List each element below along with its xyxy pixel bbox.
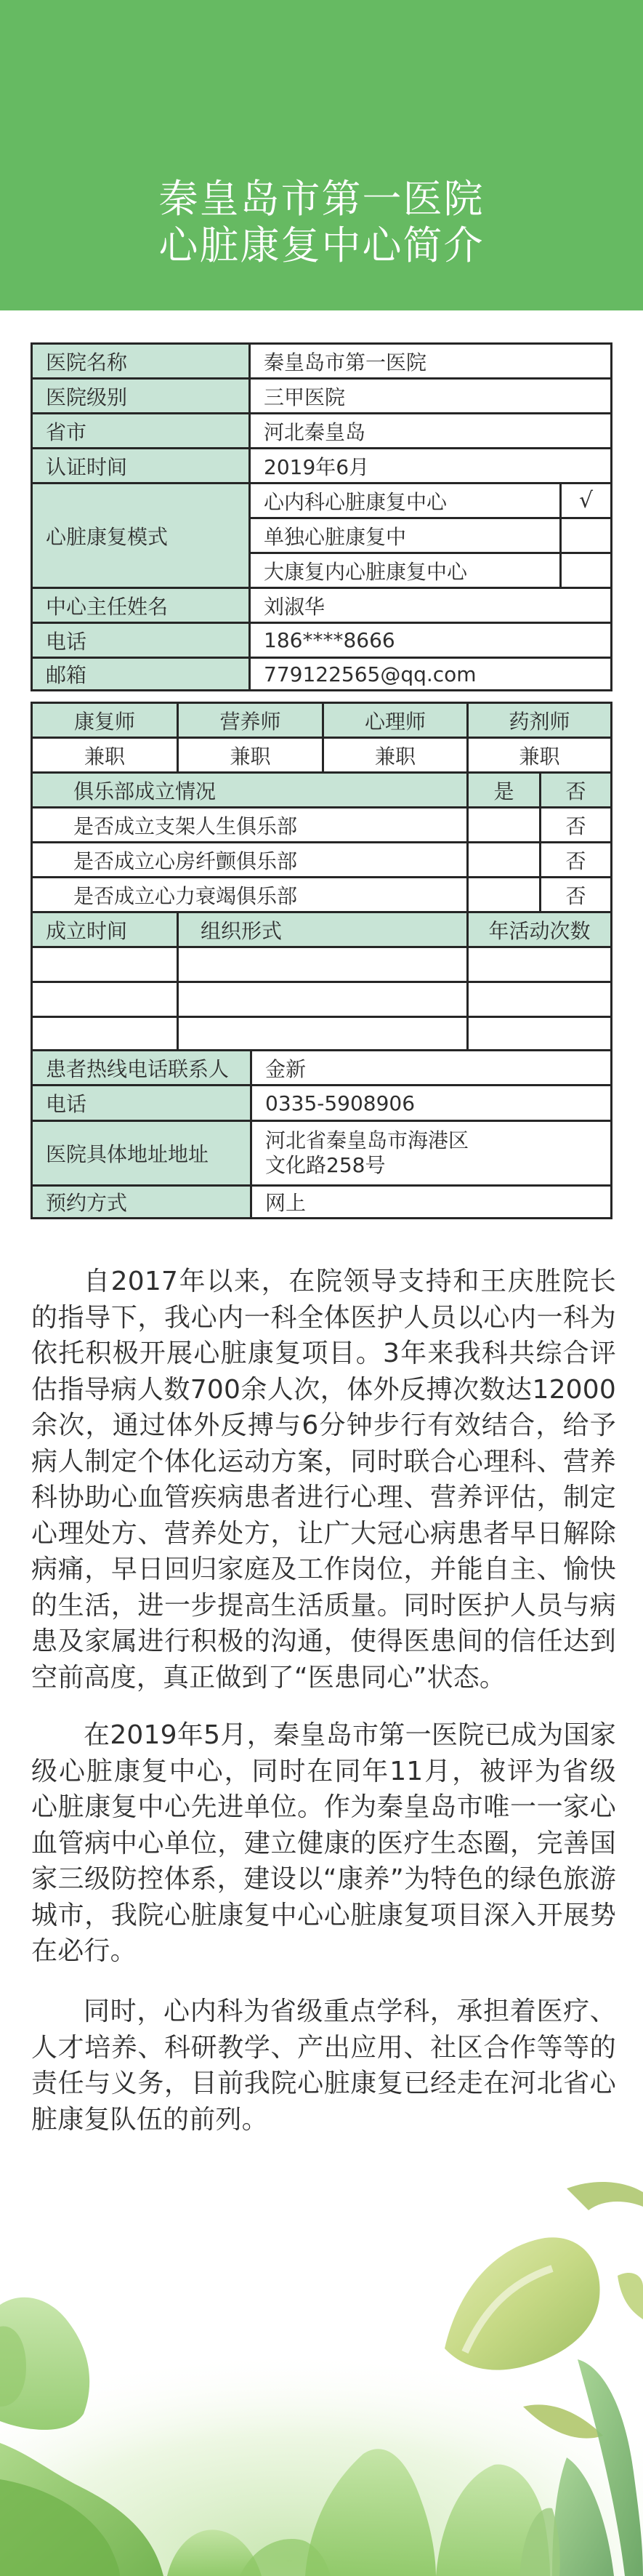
- activity-row-3-form: [179, 1018, 469, 1051]
- mode-option-cardiology: 心内科心脏康复中心: [251, 484, 562, 519]
- intro-paragraph-3: 同时，心内科为省级重点学科，承担着医疗、人才培养、科研教学、产出应用、社区合作等等的责任与义务，目前我院心脏康复已经走在河北省心脏康复队伍的前列。: [31, 1997, 616, 2135]
- activity-row-2-form: [179, 983, 469, 1018]
- activity-row-3-count: [469, 1018, 610, 1051]
- label-hospital-address: 医院具体地址地址: [33, 1122, 252, 1187]
- label-appointment-method: 预约方式: [33, 1187, 252, 1217]
- club-af-no: 否: [541, 843, 610, 878]
- club-stent-label: 是否成立支架人生俱乐部: [33, 808, 469, 843]
- watercolor-leaves-illustration: [0, 2167, 643, 2576]
- mode-option-standalone: 单独心脏康复中: [251, 519, 562, 554]
- role-header-psychologist: 心理师: [324, 704, 469, 739]
- intro-paragraph-1: 自2017年以来，在院领导支持和王庆胜院长的指导下，我心内一科全体医护人员以心内一科为依托积极开展心脏康复项目。3年来我科共综合评估指导病人数700余人次，体外反搏次数达12000余次，通过体外反搏与6分钟步行有效结合，给予病人制定个体化运动方案，同时联合心理科、营养科协助心血管疾病患者进行心理、营养评估，制定心理处方、营养处方，让广大冠心病患者早日解除病痛，早日回归家庭及工作岗位，并能自主、愉快的生活，进一步提高生活质量。同时医护人员与病患及家属进行积极的沟通，使得医患间的信任达到空前高度，真正做到了“医患同心”状态。: [31, 1267, 616, 1693]
- role-status-rehab-therapist: 兼职: [33, 739, 179, 774]
- role-header-pharmacist: 药剂师: [469, 704, 610, 739]
- activity-header-form: 组织形式: [179, 913, 469, 948]
- mode-check-general-rehab: [562, 554, 610, 589]
- value-hotline-contact: 金新: [252, 1051, 610, 1086]
- role-status-pharmacist: 兼职: [469, 739, 610, 774]
- value-email: 779122565@qq.com: [251, 659, 610, 689]
- label-hospital-name: 医院名称: [33, 345, 251, 380]
- header-banner: [0, 0, 643, 310]
- value-director-phone: 186****8666: [251, 624, 610, 659]
- club-hf-yes: [469, 878, 541, 913]
- role-header-nutritionist: 营养师: [179, 704, 324, 739]
- club-header-label: 俱乐部成立情况: [33, 774, 469, 808]
- mode-check-standalone: [562, 519, 610, 554]
- address-line-2: 文化路258号: [265, 1153, 386, 1177]
- value-hospital-level: 三甲医院: [251, 380, 610, 414]
- role-header-rehab-therapist: 康复师: [33, 704, 179, 739]
- address-line-1: 河北省秦皇岛市海港区: [265, 1128, 469, 1152]
- role-status-nutritionist: 兼职: [179, 739, 324, 774]
- label-certification-time: 认证时间: [33, 449, 251, 484]
- value-certification-time: 2019年6月: [251, 449, 610, 484]
- label-rehab-mode: 心脏康复模式: [33, 484, 251, 589]
- label-province-city: 省市: [33, 414, 251, 449]
- mode-check-cardiology: √: [562, 484, 610, 519]
- activity-row-1-count: [469, 948, 610, 983]
- mode-option-general-rehab: 大康复内心脏康复中心: [251, 554, 562, 589]
- value-hotline-phone: 0335-5908906: [252, 1086, 610, 1122]
- activity-header-count: 年活动次数: [469, 913, 610, 948]
- value-hospital-name: 秦皇岛市第一医院: [251, 345, 610, 380]
- label-hotline-contact: 患者热线电话联系人: [33, 1051, 252, 1086]
- activity-row-2-count: [469, 983, 610, 1018]
- label-email: 邮箱: [33, 659, 251, 689]
- activity-row-2-founded: [33, 983, 179, 1018]
- club-hf-no: 否: [541, 878, 610, 913]
- club-header-yes: 是: [469, 774, 541, 808]
- club-af-yes: [469, 843, 541, 878]
- hospital-info-table: [31, 342, 612, 691]
- club-stent-yes: [469, 808, 541, 843]
- page-title-line2: 心脏康复中心简介: [158, 222, 485, 268]
- club-stent-no: 否: [541, 808, 610, 843]
- value-province-city: 河北秦皇岛: [251, 414, 610, 449]
- label-director-name: 中心主任姓名: [33, 589, 251, 624]
- activity-row-1-founded: [33, 948, 179, 983]
- role-status-psychologist: 兼职: [324, 739, 469, 774]
- club-header-no: 否: [541, 774, 610, 808]
- value-hospital-address: [252, 1122, 610, 1187]
- club-hf-label: 是否成立心力衰竭俱乐部: [33, 878, 469, 913]
- value-appointment-method: 网上: [252, 1187, 610, 1217]
- activity-row-1-form: [179, 948, 469, 983]
- label-hospital-level: 医院级别: [33, 380, 251, 414]
- label-hotline-phone: 电话: [33, 1086, 252, 1122]
- staff-club-table: [31, 702, 612, 1219]
- club-af-label: 是否成立心房纤颤俱乐部: [33, 843, 469, 878]
- activity-row-3-founded: [33, 1018, 179, 1051]
- intro-paragraph-2: 在2019年5月，秦皇岛市第一医院已成为国家级心脏康复中心，同时在同年11月，被评为省级心脏康复中心先进单位。作为秦皇岛市唯一一家心血管病中心单位，建立健康的医疗生态圈，完善国家三级防控体系，建设以“康养”为特色的绿色旅游城市，我院心脏康复中心心脏康复项目深入开展势在必行。: [31, 1720, 616, 1966]
- value-director-name: 刘淑华: [251, 589, 610, 624]
- activity-header-founded: 成立时间: [33, 913, 179, 948]
- label-director-phone: 电话: [33, 624, 251, 659]
- page-title-line1: 秦皇岛市第一医院: [158, 176, 485, 222]
